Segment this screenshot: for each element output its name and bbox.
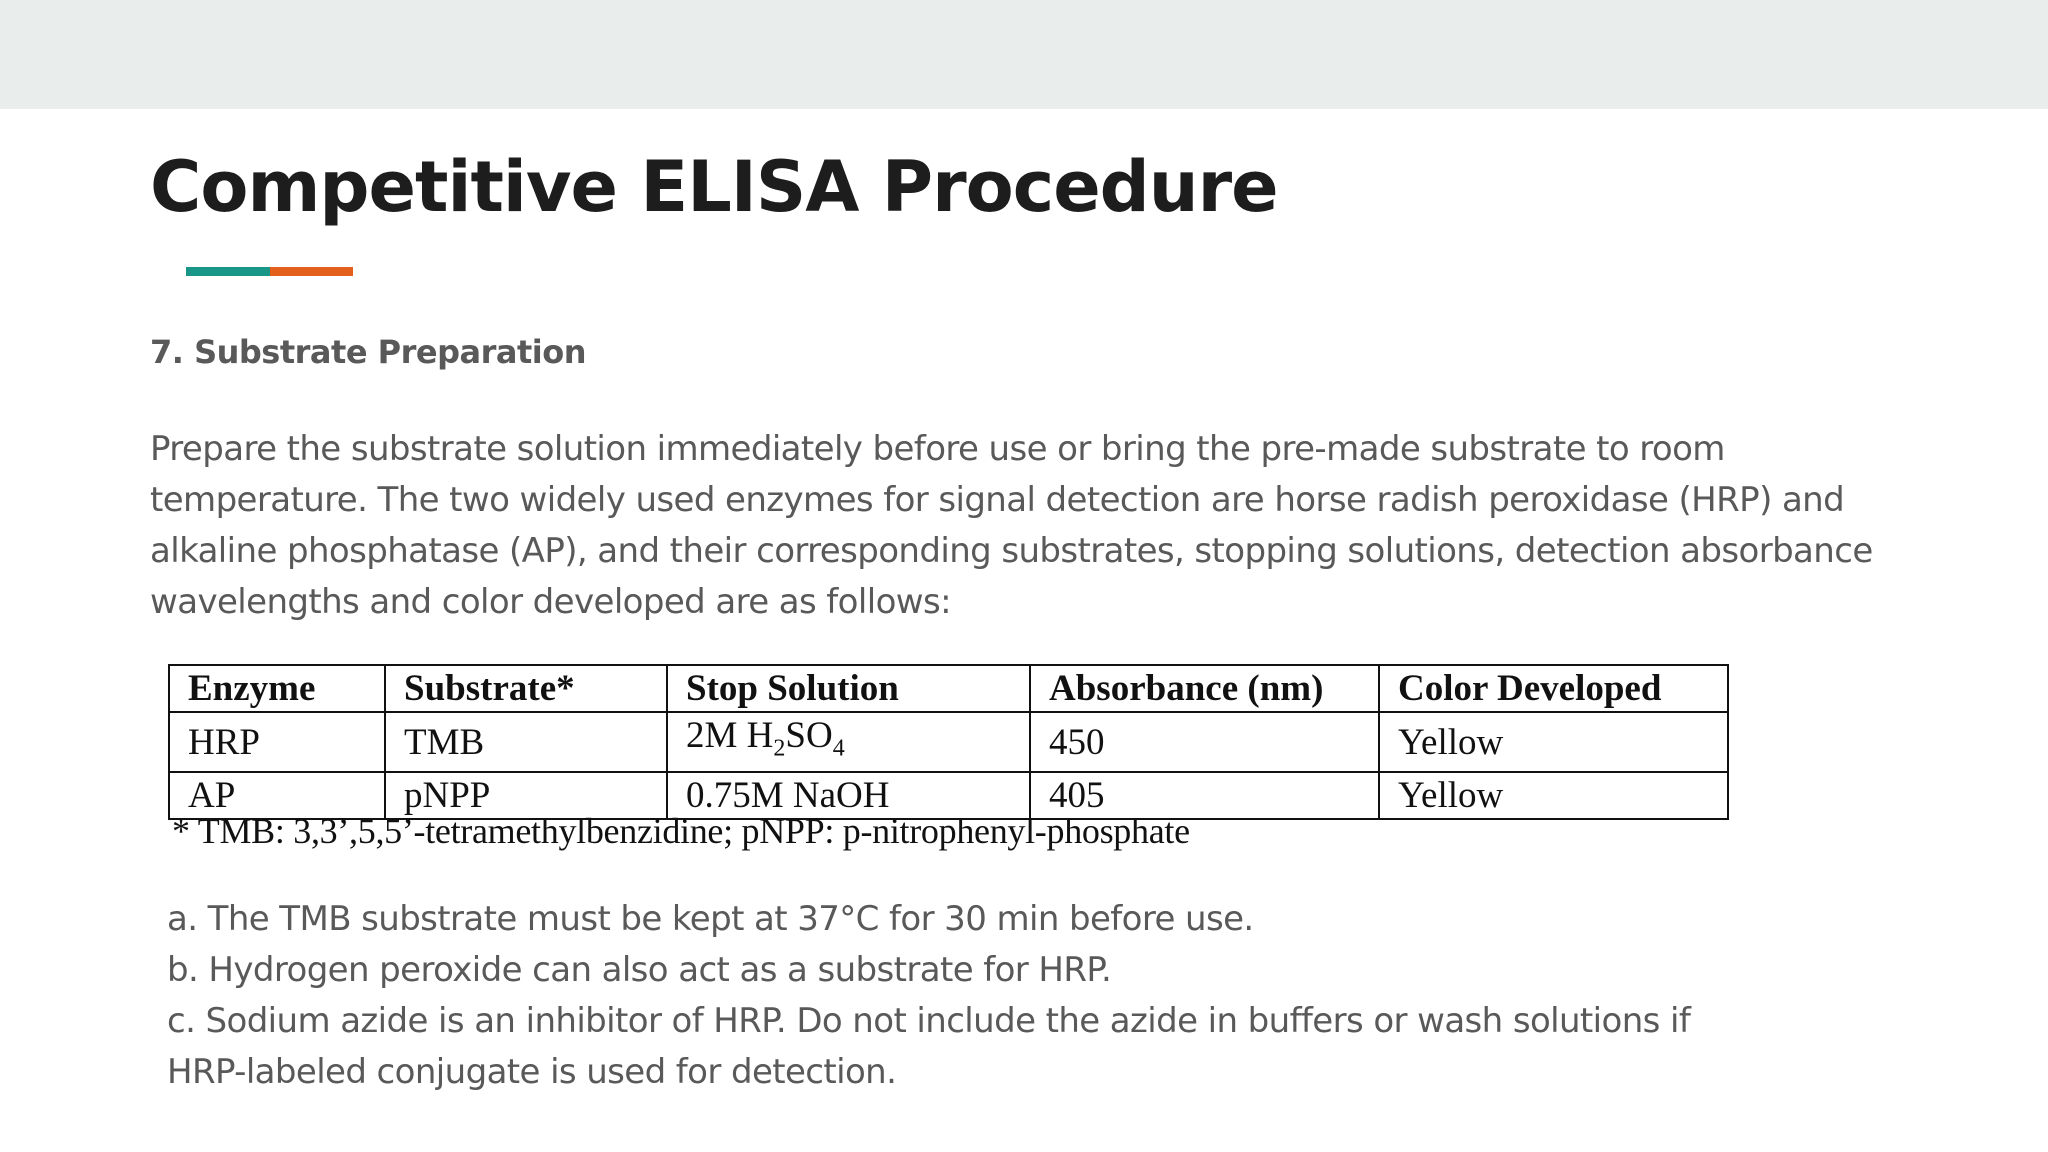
table-footnote: * TMB: 3,3’,5,5’-tetramethylbenzidine; pNPP: p-nitrophenyl-phosphate <box>172 811 1190 851</box>
header-substrate: Substrate* <box>385 665 667 712</box>
section-heading: 7. Substrate Preparation <box>150 333 586 371</box>
accent-teal-segment <box>186 267 270 276</box>
note-c: c. Sodium azide is an inhibitor of HRP. Do not include the azide in buffers or wash solutions if HRP-labeled conjugate is used for detection. <box>167 1001 1691 1092</box>
stop-formula-sub-2: 2 <box>773 735 786 762</box>
intro-paragraph: Prepare the substrate solution immediately before use or bring the pre-made substrate to room temperature. The two widely used enzymes for signal detection are horse radish peroxidase (HRP) and alkaline phosphatase (AP), and their corresponding substrates, stopping solutions, detection absorbance wavelengths and color developed are as follows: <box>150 429 1873 622</box>
cell-color: Yellow <box>1379 712 1728 772</box>
enzyme-table <box>168 664 1729 820</box>
header-absorbance: Absorbance (nm) <box>1030 665 1379 712</box>
accent-orange-segment <box>270 267 353 276</box>
cell-substrate: TMB <box>385 712 667 772</box>
cell-substrate: pNPP <box>385 772 667 819</box>
note-b: b. Hydrogen peroxide can also act as a substrate for HRP. <box>167 950 1112 990</box>
note-a: a. The TMB substrate must be kept at 37°C for 30 min before use. <box>167 899 1254 939</box>
slide-title: Competitive ELISA Procedure <box>150 146 1278 228</box>
stop-formula-sub-4: 4 <box>832 735 845 762</box>
notes-list <box>167 894 1767 1098</box>
header-enzyme: Enzyme <box>169 665 385 712</box>
stop-formula-prefix: 2M H <box>686 715 774 756</box>
cell-color: Yellow <box>1379 772 1728 819</box>
header-band <box>0 0 2048 109</box>
cell-stop-solution: 0.75M NaOH <box>667 772 1030 819</box>
title-accent-bar <box>186 267 353 276</box>
cell-absorbance: 405 <box>1030 772 1379 819</box>
enzyme-table-image <box>168 664 1729 820</box>
stop-formula-mid: SO <box>785 715 833 756</box>
table-header-row <box>169 665 1728 712</box>
cell-stop-solution <box>667 712 1030 772</box>
header-color-developed: Color Developed <box>1379 665 1728 712</box>
cell-enzyme: AP <box>169 772 385 819</box>
cell-absorbance: 450 <box>1030 712 1379 772</box>
cell-enzyme: HRP <box>169 712 385 772</box>
table-row <box>169 712 1728 772</box>
header-stop-solution: Stop Solution <box>667 665 1030 712</box>
